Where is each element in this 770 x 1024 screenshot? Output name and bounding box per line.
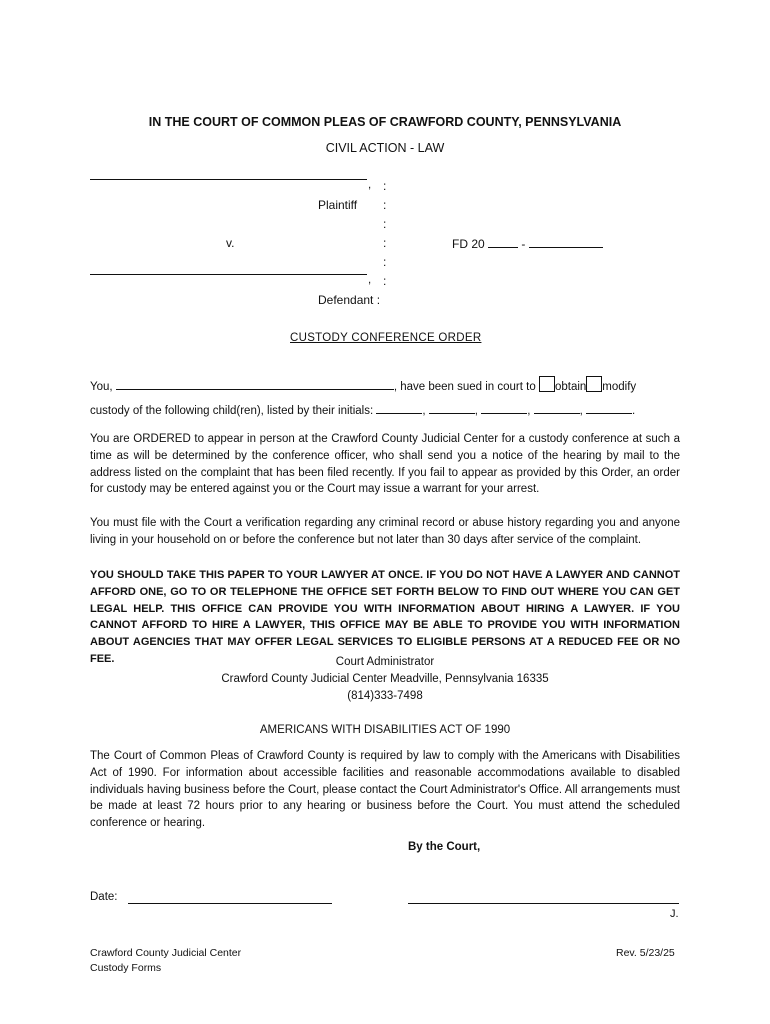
defendant-label: Defendant : [318,293,381,307]
you-label: You, [90,381,113,393]
caption-colon: : [383,179,387,193]
footer-revision: Rev. 5/23/25 [616,947,675,959]
office-phone: (814)333-7498 [347,690,423,702]
sued-text: , have been sued in court to [393,381,536,393]
child-initials-blank-2[interactable] [429,402,475,414]
ada-paragraph: The Court of Common Pleas of Crawford County is required by law to comply with the Americans with Disabilities Act of 1990. For information about accessible facilities and reasonable accommodations available to disabled individuals having business before the Court, please contact the Court Administrator's Office. All arrangements must be made at least 72 hours prior to any hearing or business before the Court. You must attend the scheduled conference or hearing. [90,750,680,830]
obtain-checkbox[interactable] [539,376,555,392]
custody-children-line [90,402,635,417]
case-number [452,236,603,251]
obtain-label: obtain [554,381,587,393]
child-initials-blank-3[interactable] [481,402,527,414]
caption-colon: : [383,274,387,288]
judge-suffix: J. [670,908,679,920]
initials-end: . [632,405,636,417]
ordered-paragraph: You are ORDERED to appear in person at the Crawford County Judicial Center for a custody conference at such a time as will be determined by the conference officer, who shall send you a notice of the hearing by mail to the address listed on the complaint that has been filed recently. If you fail to appear as provided by this Order, an order for custody may be entered against you or the Court may issue a warrant for your arrest. [90,433,680,496]
initials-separator: , [422,405,426,417]
case-number-blank[interactable] [529,236,603,248]
plaintiff-comma: , [368,179,372,191]
lawyer-notice-paragraph: YOU SHOULD TAKE THIS PAPER TO YOUR LAWYER AT ONCE. IF YOU DO NOT HAVE A LAWYER AND CANNOT AFFORD ONE, GO TO OR TELEPHONE THE OFFICE SET FORTH BELOW TO FIND OUT WHERE YOU CAN GET LEGAL HELP. THIS OFFICE CAN PROVIDE YOU WITH INFORMATION ABOUT HIRING A LAWYER. IF YOU CANNOT AFFORD TO HIRE A LAWYER, THIS OFFICE MAY BE ABLE TO PROVIDE YOU WITH INFORMATION ABOUT AGENCIES THAT MAY OFFER LEGAL SERVICES TO ELIGIBLE PERSONS AT A REDUCED FEE OR NO FEE. [90,569,680,665]
civil-action-subtitle: CIVIL ACTION - LAW [325,141,445,155]
case-prefix: FD 20 [452,237,485,251]
caption-colon: : [383,255,387,269]
court-title: IN THE COURT OF COMMON PLEAS OF CRAWFORD COUNTY, PENNSYLVANIA [148,115,622,129]
custody-text: custody of the following child(ren), listed by their initials: [90,405,374,417]
footer-line-1: Crawford County Judicial Center [90,947,242,959]
ada-heading: AMERICANS WITH DISABILITIES ACT OF 1990 [259,724,511,736]
order-heading: CUSTODY CONFERENCE ORDER [290,332,482,344]
case-dash: - [521,237,526,251]
case-year-blank[interactable] [488,236,518,248]
office-name: Court Administrator [335,656,435,668]
date-label: Date: [90,891,118,903]
initials-separator: , [527,405,531,417]
versus-label: v. [226,236,235,250]
defendant-name-line[interactable] [90,274,367,275]
caption-colon: : [383,198,387,212]
child-initials-blank-5[interactable] [586,402,632,414]
defendant-comma: , [368,274,372,286]
date-line[interactable] [128,891,332,904]
initials-separator: , [474,405,478,417]
verification-paragraph: You must file with the Court a verification regarding any criminal record or abuse history regarding you and anyone living in your household on or before the conference but not later than 30 days after service of the complaint. [90,517,680,546]
plaintiff-label: Plaintiff [318,198,358,212]
footer-line-2: Custody Forms [90,962,162,974]
office-address: Crawford County Judicial Center Meadville, Pennsylvania 16335 [221,673,549,685]
by-the-court: By the Court, [408,841,481,853]
footer-left [90,946,241,976]
respondent-name-blank[interactable] [116,378,394,390]
child-initials-blank-4[interactable] [534,402,580,414]
child-initials-blank-1[interactable] [376,402,422,414]
caption-colon: : [383,236,387,250]
plaintiff-name-line[interactable] [90,179,367,180]
judge-signature-line[interactable] [408,891,679,904]
caption-colon: : [383,217,387,231]
initials-separator: , [579,405,583,417]
you-line [90,376,636,393]
modify-checkbox[interactable] [586,376,602,392]
modify-label: modify [602,381,637,393]
